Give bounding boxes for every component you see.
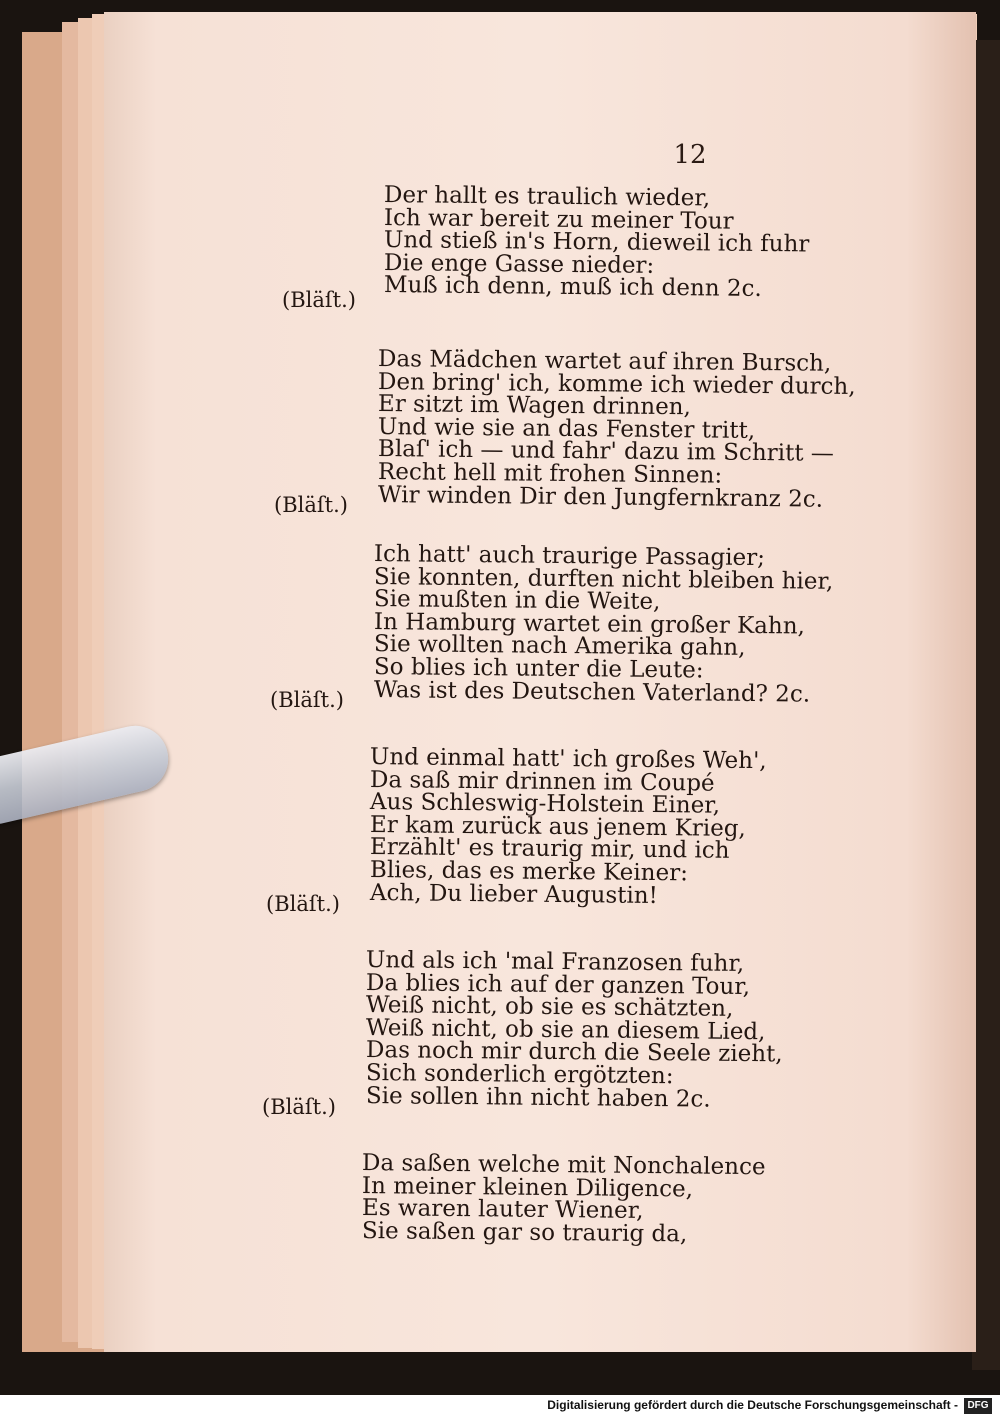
verse-line: Und stieß in's Horn, dieweil ich fuhr [383, 227, 810, 258]
stage-direction: (Bläſt.) [266, 892, 340, 916]
verse-line: In Hamburg wartet ein großer Kahn, [373, 608, 806, 640]
stanza-3 [373, 541, 834, 708]
verse-line: Die enge Gasse nieder: [383, 249, 655, 279]
verse-line: Das Mädchen wartet auf ihren Bursch, [377, 346, 832, 377]
verse-line: Er kam zurück aus jenem Krieg, [369, 811, 746, 842]
verse-line: Weiß nicht, ob sie es schätzten, [365, 992, 734, 1023]
stanza-2 [377, 346, 856, 513]
verse-line: Sie konnten, durften nicht bleiben hier, [373, 563, 834, 595]
verse-line: Sie sollen ihn nicht haben 2c. [365, 1082, 711, 1113]
verse-line: Und einmal hatt' ich großes Weh', [369, 744, 767, 775]
verse-line: Blies, das es merke Keiner: [369, 856, 689, 887]
verse-line: Wir winden Dir den Jungfernkranz 2c. [377, 481, 824, 513]
verse-line: Muß ich denn, muß ich denn 2c. [383, 272, 762, 303]
footer-credit: Digitalisierung gefördert durch die Deutsche Forschungsgemeinschaft - [547, 1398, 958, 1412]
verse-line: Ich war bereit zu meiner Tour [383, 204, 734, 235]
stage-direction: (Bläſt.) [270, 688, 344, 712]
verse-line: Was ist des Deutschen Vaterland? 2c. [373, 676, 811, 708]
verse-line: Ich hatt' auch traurige Passagier; [373, 541, 766, 572]
verse-line: Da saß mir drinnen im Coupé [369, 766, 715, 797]
stage-direction: (Bläſt.) [262, 1095, 336, 1119]
verse-line: Blaſ' ich — und fahr' dazu im Schritt — [377, 436, 834, 468]
verse-line: Ach, Du lieber Augustin! [369, 879, 658, 909]
verse-line: Sie wollten nach Amerika gahn, [373, 631, 746, 662]
verse-line: Der hallt es traulich wieder, [383, 182, 711, 212]
verse-line: Das noch mir durch die Seele zieht, [365, 1037, 783, 1068]
verse-line: Und als ich 'mal Franzosen fuhr, [365, 947, 745, 977]
verse-line: Und wie sie an das Fenster tritt, [377, 413, 756, 444]
verse-line: Erzählt' es traurig mir, und ich [369, 834, 730, 865]
verse-line: Weiß nicht, ob sie an diesem Lied, [365, 1014, 766, 1045]
stage-direction: (Bläſt.) [282, 288, 356, 312]
stanza-4 [369, 744, 767, 909]
scan-right-edge [972, 40, 1000, 1370]
verse-line: Sie mußten in die Weite, [373, 586, 661, 616]
stanza-6 [361, 1150, 766, 1248]
verse-line: Aus Schleswig-Holstein Einer, [369, 789, 721, 819]
book-page [104, 12, 976, 1352]
footer-bar [0, 1395, 1000, 1418]
verse-line: Es waren lauter Wiener, [361, 1195, 644, 1225]
verse-line: Den bring' ich, komme ich wieder durch, [377, 368, 856, 400]
stanza-1 [383, 182, 810, 303]
verse-line: Da saßen welche mit Nonchalence [361, 1150, 766, 1181]
verse-line: Sich sonderlich ergötzten: [365, 1059, 674, 1090]
verse-line: Recht hell mit frohen Sinnen: [377, 458, 723, 489]
verse-line: Da blies ich auf der ganzen Tour, [365, 969, 751, 1000]
verse-line: So blies ich unter die Leute: [373, 653, 704, 684]
verse-line: Sie saßen gar so traurig da, [361, 1217, 688, 1248]
verse-line: In meiner kleinen Diligence, [361, 1172, 694, 1203]
stanza-5 [365, 947, 783, 1113]
stage-direction: (Bläſt.) [274, 493, 348, 517]
dfg-logo: DFG [964, 1398, 992, 1414]
verse-line: Er sitzt im Wagen drinnen, [377, 391, 692, 421]
page-number: 12 [673, 140, 707, 170]
